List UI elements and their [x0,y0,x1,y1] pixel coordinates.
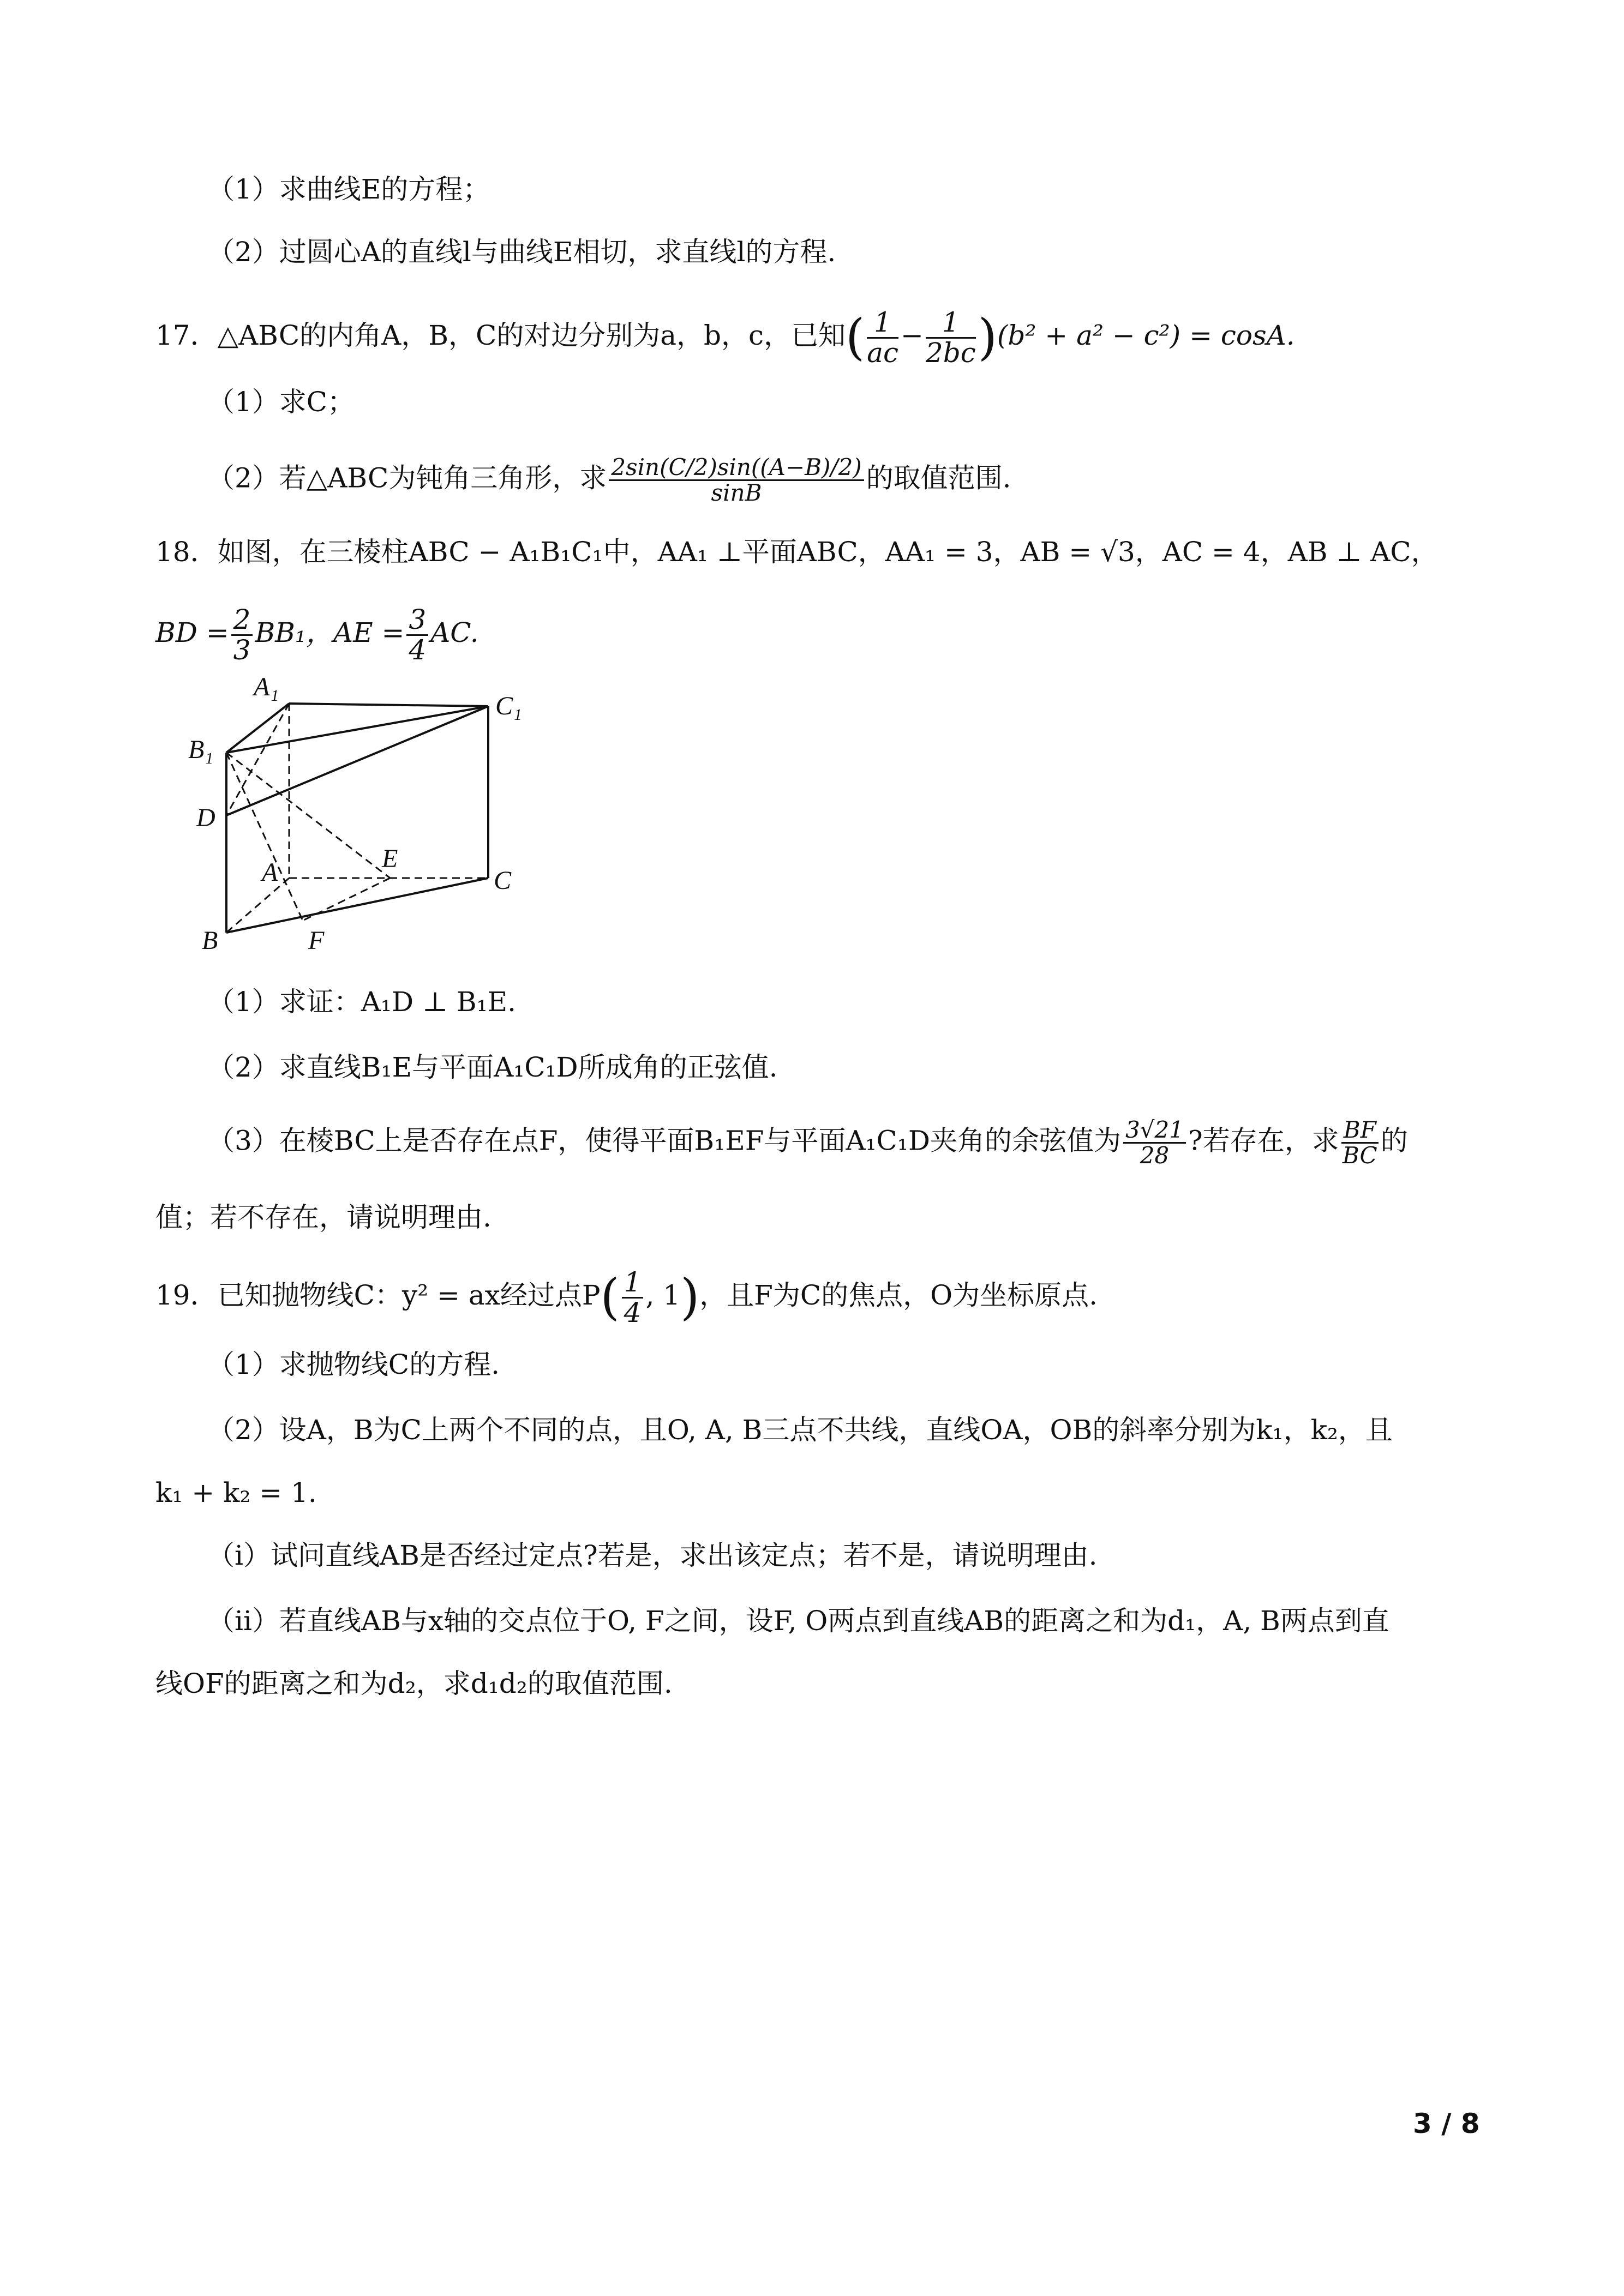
q16-part2: （2）过圆心A的直线l与曲线E相切，求直线l的方程. [207,236,836,268]
page-number: 3 / 8 [1413,2108,1480,2139]
q18-stem-line2: BD = $\frac{2}{3}$ BB₁，AE = $\frac{3}{4}$ AC. [155,604,479,666]
q18-part1: （1）求证：A₁D ⊥ B₁E. [207,986,517,1018]
q18-ae-fraction: $\frac{3}{4}$ [406,605,428,664]
edge-a1-b1 [226,704,289,753]
label-a: A [262,858,278,887]
q18-ratio-fraction: $\frac{BF}{BC}$ [1341,1118,1379,1168]
prism-figure [185,671,556,960]
edge-b1-c1 [226,706,488,753]
segment-b1-f [226,753,303,921]
label-b: B [202,926,218,955]
segment-e-f [303,878,390,921]
q18-cos-fraction: $\frac{3√21}{28}$ [1123,1118,1186,1168]
segment-a1-d [226,704,289,815]
q18-bd-fraction: $\frac{2}{3}$ [231,605,253,664]
q17-part2-fraction: $\frac{2\sin(C/2)\sin((A-B)/2)}{\sin B}$ [609,455,864,505]
label-c: C [494,866,512,895]
q19-p-fraction: $\frac{1}{4}$ [622,1268,644,1327]
q17-part1: （1）求C； [207,386,355,418]
label-e: E [382,844,398,873]
q18-stem-line1: 18．如图，在三棱柱ABC − A₁B₁C₁中，AA₁ ⊥平面ABC，AA₁ = 3，AB = √3，AC = 4，AB ⊥ AC， [155,536,1439,568]
q19-part1: （1）求抛物线C的方程. [207,1349,500,1380]
q18-part3-line2: 值；若不存在，请说明理由. [155,1201,492,1233]
q19-stem: 19．已知抛物线C：y² = ax经过点P( $\frac{1}{4}$ , 1)，且F为C的焦点，O为坐标原点. [155,1266,1098,1329]
q16-part1: （1）求曲线E的方程； [207,173,490,205]
label-c1: C₁ [495,692,522,720]
q17-part2: （2）若△ABC为钝角三角形，求 $\frac{2\sin(C/2)\sin((A-B)/2)}{\sin B}$ 的取值范围. [207,454,1011,507]
q17-stem: 17．△ABC的内角A，B，C的对边分别为a，b，c，已知( $\frac{1}{ac}$ − $\frac{1}{2bc}$ )(b² + a² − c²) = cosA. [155,306,1295,369]
q17-frac2: $\frac{1}{2bc}$ [925,306,976,369]
label-b1: B₁ [188,735,214,764]
q19-part2-line2: k₁ + k₂ = 1. [155,1477,317,1508]
q18-part3: （3）在棱BC上是否存在点F，使得平面B₁EF与平面A₁C₁D夹角的余弦值为 $\frac{3√21}{28}$ ?若存在，求 $\frac{BF}{BC}$ 的 [207,1116,1408,1169]
q19-sub2-line1: （ii）若直线AB与x轴的交点位于O, F之间，设F, O两点到直线AB的距离之和为d₁，A, B两点到直 [207,1605,1389,1637]
q17-frac1: $\frac{1}{ac}$ [867,306,898,369]
label-d: D [196,803,215,832]
label-f: F [308,926,325,955]
label-a1: A₁ [254,672,279,701]
edge-a-b [226,878,289,933]
q17-intro-text: 17．△ABC的内角A，B，C的对边分别为a，b，c，已知 [155,320,846,351]
q17-intro-tail: (b² + a² − c²) = cosA. [997,320,1295,351]
q19-sub1: （i）试问直线AB是否经过定点?若是，求出该定点；若不是，请说明理由. [207,1540,1098,1571]
segment-b1-e [226,753,390,878]
edge-a1-c1 [289,704,488,706]
q19-part2-line1: （2）设A，B为C上两个不同的点，且O, A, B三点不共线，直线OA，OB的斜率分别为k₁，k₂，且 [207,1414,1393,1446]
q18-part2: （2）求直线B₁E与平面A₁C₁D所成角的正弦值. [207,1051,778,1083]
q19-sub2-line2: 线OF的距离之和为d₂，求d₁d₂的取值范围. [155,1668,673,1699]
